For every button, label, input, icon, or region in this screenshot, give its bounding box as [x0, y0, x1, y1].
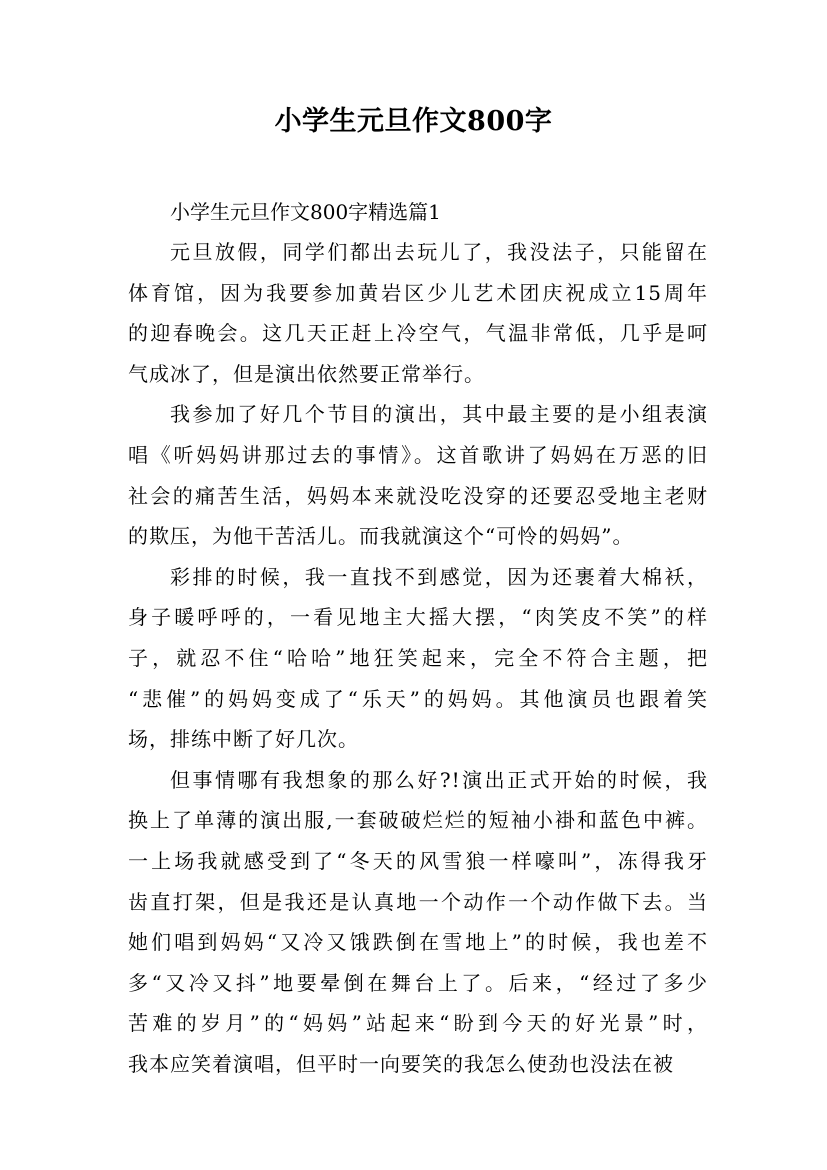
paragraph-line: 彩排的时候，我一直找不到感觉，因为还裹着大棉袄，: [170, 564, 708, 589]
paragraph: [128, 232, 708, 394]
paragraph-line: 一上场我就感受到了“冬天的风雪狼一样嚎叫”，冻得我牙: [128, 848, 708, 873]
paragraph-line: 元旦放假，同学们都出去玩儿了，我没法子，只能留在: [170, 240, 708, 264]
document-body: [128, 192, 708, 1084]
paragraph-line: 社会的痛苦生活，妈妈本来就没吃没穿的还要忍受地主老财: [128, 483, 708, 508]
paragraph-line: 换上了单薄的演出服,一套破破烂烂的短袖小褂和蓝色中裤。: [128, 808, 708, 833]
paragraph-line: 苦难的岁月”的“妈妈”站起来“盼到今天的好光景”时，: [128, 1011, 708, 1036]
paragraph-line: 子，就忍不住“哈哈”地狂笑起来，完全不符合主题，把: [128, 645, 708, 670]
section-subtitle: 小学生元旦作文800字精选篇1: [170, 200, 441, 224]
paragraph-line: 的欺压，为他干苦活儿。而我就演这个“可怜的妈妈”。: [128, 524, 634, 549]
paragraph: [128, 760, 708, 1085]
paragraph: [128, 394, 708, 556]
paragraph-line: 体育馆，因为我要参加黄岩区少儿艺术团庆祝成立15周年: [128, 280, 708, 305]
paragraph-line: 场，排练中断了好几次。: [128, 727, 359, 752]
paragraph-container: [128, 232, 708, 1084]
paragraph-line: “悲催”的妈妈变成了“乐天”的妈妈。其他演员也跟着笑: [128, 686, 708, 711]
document-title: 小学生元旦作文800字: [274, 106, 553, 137]
paragraph: [128, 557, 708, 760]
paragraph-line: 我参加了好几个节目的演出，其中最主要的是小组表演: [170, 402, 708, 427]
paragraph-line: 气成冰了，但是演出依然要正常举行。: [128, 361, 485, 386]
paragraph-line: 我本应笑着演唱，但平时一向要笑的我怎么使劲也没法在被: [128, 1051, 674, 1076]
paragraph-line: 的迎春晚会。这几天正赶上冷空气，气温非常低，几乎是呵: [128, 321, 708, 346]
paragraph-line: 多“又冷又抖”地要晕倒在舞台上了。后来，“经过了多少: [128, 970, 708, 995]
paragraph-line: 唱《听妈妈讲那过去的事情》。这首歌讲了妈妈在万恶的旧: [128, 442, 708, 467]
paragraph-line: 齿直打架，但是我还是认真地一个动作一个动作做下去。当: [128, 889, 708, 914]
paragraph-line: 但事情哪有我想象的那么好?!演出正式开始的时候，我: [170, 767, 708, 792]
paragraph-line: 身子暖呼呼的，一看见地主大摇大摆，“肉笑皮不笑”的样: [128, 605, 708, 630]
paragraph-line: 她们唱到妈妈“又冷又饿跌倒在雪地上”的时候，我也差不: [128, 930, 708, 955]
